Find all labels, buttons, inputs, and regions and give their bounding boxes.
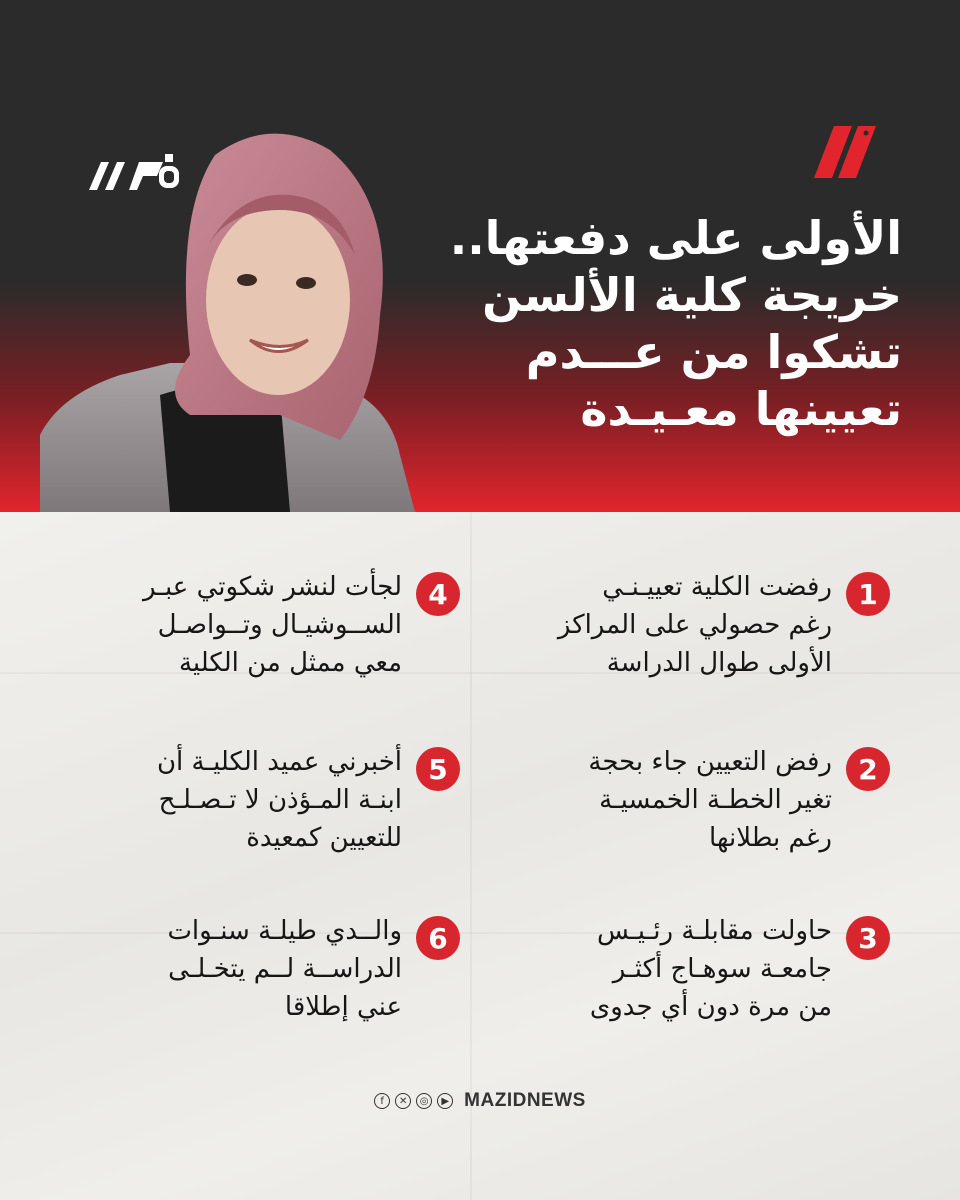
point-text: [72, 912, 402, 1026]
point-line: أخبرني عميد الكليـة أن: [156, 747, 402, 777]
point-line: رفض التعيين جاء بحجة: [588, 747, 832, 777]
point-line: الأولى طوال الدراسة: [606, 648, 832, 678]
point-line: حاولت مقابلـة رئـيـس: [597, 916, 832, 946]
headline-line: تشكوا من عـــدم: [525, 325, 902, 379]
headline-line: الأولى على دفعتها..: [449, 211, 902, 265]
point-line: لجأت لنشر شكوتي عبـر: [142, 572, 402, 602]
point-text: [502, 743, 832, 857]
number-badge: 3: [846, 916, 890, 960]
point-text: [72, 743, 402, 857]
footer-handle[interactable]: MAZIDNEWS: [464, 1090, 586, 1111]
number-badge: 6: [416, 916, 460, 960]
headline-line: خريجة كلية الألسن: [482, 268, 902, 322]
number-badge: 4: [416, 572, 460, 616]
point-line: رغم حصولي على المراكز: [557, 610, 832, 640]
instagram-icon[interactable]: ◎: [416, 1093, 432, 1109]
point-line: من مرة دون أي جدوى: [589, 992, 832, 1022]
number-badge: 2: [846, 747, 890, 791]
point-line: للتعيين كمعيدة: [246, 823, 402, 853]
x-icon[interactable]: ✕: [395, 1093, 411, 1109]
point-text: [72, 568, 402, 682]
headline-line: تعيينها معـيـدة: [580, 382, 902, 436]
youtube-icon[interactable]: ▶: [437, 1093, 453, 1109]
point-line: معي ممثل من الكلية: [178, 648, 402, 678]
portrait-photo: [40, 95, 420, 512]
header-banner: [0, 0, 960, 512]
point-line: جامعـة سوهـاج أكثـر: [612, 954, 832, 984]
point-line: ابنـة المـؤذن لا تـصـلـح: [158, 785, 402, 815]
facebook-icon[interactable]: f: [374, 1093, 390, 1109]
number-badge: 5: [416, 747, 460, 791]
point-text: [502, 568, 832, 682]
point-line: الســوشيـال وتــواصـل: [157, 610, 402, 640]
point-line: تغير الخطـة الخمسيـة: [599, 785, 832, 815]
number-badge: 1: [846, 572, 890, 616]
point-line: رفضت الكلية تعييـنـي: [602, 572, 832, 602]
point-line: والــدي طيلـة سنـوات: [167, 916, 402, 946]
point-text: [502, 912, 832, 1026]
footer: [0, 1086, 960, 1116]
brand-slash-icon: [808, 124, 878, 180]
headline: [382, 210, 902, 438]
point-line: رغم بطلانها: [709, 823, 832, 853]
point-line: عني إطلاقا: [284, 992, 402, 1022]
point-line: الدراســة لــم يتخـلـى: [168, 954, 402, 984]
